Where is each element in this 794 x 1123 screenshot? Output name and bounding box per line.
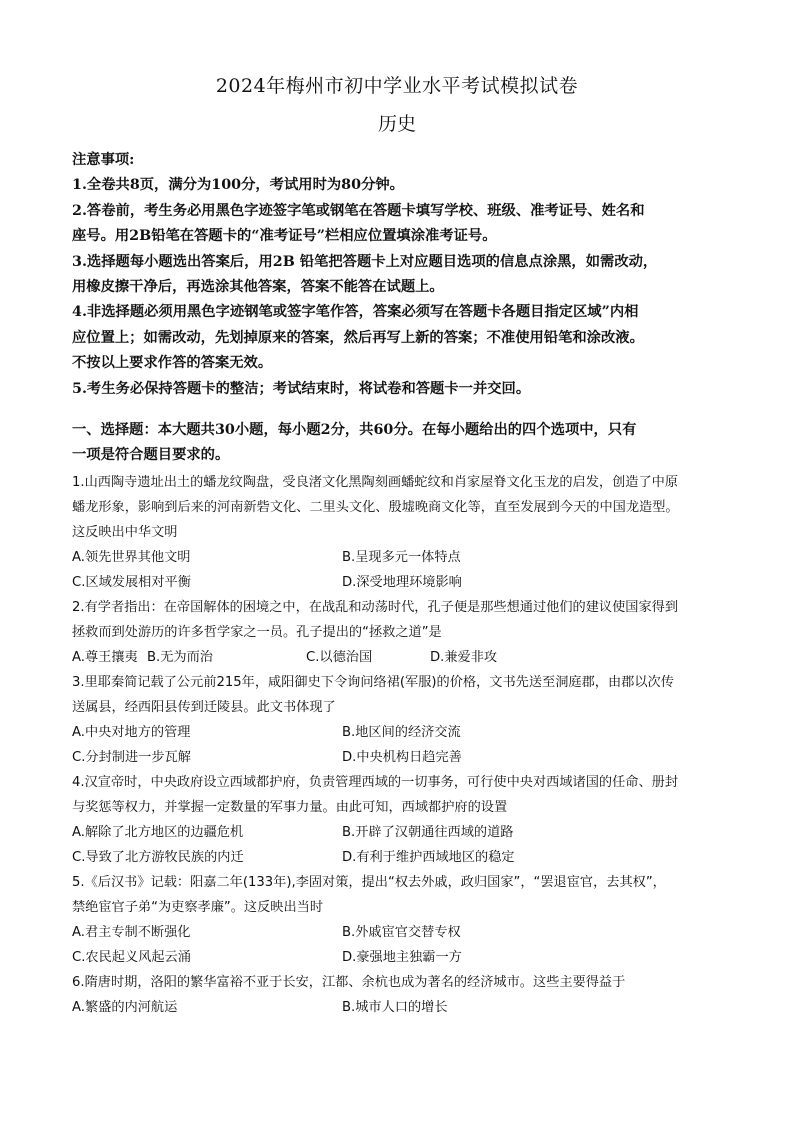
notice-line: 2.答卷前，考生务必用黑色字迹签字笔或钢笔在答题卡填写学校、班级、准考证号、姓名和 <box>72 202 645 219</box>
option-b: B.呈现多元一体特点 <box>342 550 461 565</box>
question-stem-line: 2.有学者指出：在帝国解体的困境之中，在战乱和动荡时代，孔子便是那些想通过他们的建议使国家得到 <box>72 600 679 615</box>
question-stem-line: 禁绝宦官子弟“为吏察孝廉”。这反映出当时 <box>72 900 324 915</box>
section-heading-line: 一项是符合题目要求的。 <box>72 447 230 464</box>
option-a: A.君主专制不断强化 <box>72 925 191 940</box>
option-row <box>72 720 732 745</box>
question-4 <box>72 770 732 870</box>
option-b: B.无为而治 <box>147 650 213 665</box>
question-stem-line: 拯救而到处游历的许多哲学家之一员。孔子提出的“拯救之道”是 <box>72 625 442 640</box>
question-stem-line: 蟠龙形象，影响到后来的河南新砦文化、二里头文化、殷墟晚商文化等，直至发展到今天的中国龙造型。 <box>72 500 679 515</box>
option-c: C.导致了北方游牧民族的内迁 <box>72 850 244 865</box>
option-c: C.区域发展相对平衡 <box>72 575 191 590</box>
question-1 <box>72 470 732 595</box>
option-a: A.中央对地方的管理 <box>72 725 191 740</box>
option-row <box>72 570 732 595</box>
notice-line: 用橡皮擦干净后，再选涂其他答案，答案不能答在试题上。 <box>72 279 444 296</box>
option-a: A.领先世界其他文明 <box>72 550 191 565</box>
notice-line: 不按以上要求作答的答案无效。 <box>72 355 273 372</box>
question-stem-line: 5.《后汉书》记载：阳嘉二年(133年),李固对策，提出“权去外戚，政归国家”，“罢退宦官，去其权”， <box>72 875 666 890</box>
option-d: D.有利于维护西域地区的稳定 <box>342 850 515 865</box>
question-6 <box>72 970 732 1020</box>
notice-block <box>72 148 732 402</box>
section-heading <box>72 418 732 469</box>
question-2 <box>72 595 732 670</box>
notice-line: 应位置上；如需改动，先划掉原来的答案，然后再写上新的答案；不准使用铅笔和涂改液。 <box>72 329 644 346</box>
question-list <box>72 470 732 1020</box>
option-a: A.尊王攘夷 <box>72 650 138 665</box>
question-3 <box>72 670 732 770</box>
notice-heading: 注意事项: <box>72 152 135 168</box>
question-stem-line: 4.汉宣帝时，中央政府设立西域都护府，负责管理西域的一切事务，可行使中央对西域诸国的任命、册封 <box>72 775 679 790</box>
option-d: D.深受地理环境影响 <box>342 575 462 590</box>
exam-title: 2024年梅州市初中学业水平考试模拟试卷 <box>215 75 579 97</box>
notice-line: 1.全卷共8页，满分为100分，考试用时为80分钟。 <box>72 177 404 194</box>
option-row <box>72 545 732 570</box>
option-a: A.解除了北方地区的边疆危机 <box>72 825 244 840</box>
option-d: D.兼爱非攻 <box>430 650 498 665</box>
option-a: A.繁盛的内河航运 <box>72 1000 178 1015</box>
question-stem-line: 6.隋唐时期，洛阳的繁华富裕不亚于长安，江都、余杭也成为著名的经济城市。这些主要得益于 <box>72 975 626 990</box>
question-stem-line: 1.山西陶寺遗址出土的蟠龙纹陶盘，受良渚文化黑陶刻画蟠蛇纹和肖家屋脊文化玉龙的启发，创造了中原 <box>72 475 679 490</box>
question-stem-line: 这反映出中华文明 <box>72 525 178 540</box>
section-heading-line: 一、选择题：本大题共30小题，每小题2分，共60分。在每小题给出的四个选项中，只有 <box>72 422 637 438</box>
question-5 <box>72 870 732 970</box>
notice-line: 5.考生务必保持答题卡的整洁；考试结束时，将试卷和答题卡一并交回。 <box>72 380 531 397</box>
option-c: C.农民起义风起云涌 <box>72 950 191 965</box>
notice-line: 座号。用2B铅笔在答题卡的“准考证号”栏相应位置填涂准考证号。 <box>72 228 497 245</box>
question-stem-line: 与奖惩等权力，并掌握一定数量的军事力量。由此可知，西域都护府的设置 <box>72 800 508 815</box>
notice-line: 3.选择题每小题选出答案后，用2B 铅笔把答题卡上对应题目选项的信息点涂黑，如需改动， <box>72 253 658 270</box>
option-c: C.以德治国 <box>306 650 373 665</box>
question-stem-line: 送属县，经西阳县传到迁陵县。此文书体现了 <box>72 700 336 715</box>
option-b: B.开辟了汉朝通往西域的道路 <box>342 825 514 840</box>
option-b: B.地区间的经济交流 <box>342 725 461 740</box>
option-row <box>72 920 732 945</box>
option-row <box>72 645 732 670</box>
option-b: B.城市人口的增长 <box>342 1000 448 1015</box>
option-row <box>72 745 732 770</box>
question-stem-line: 3.里耶秦简记载了公元前215年，咸阳御史下令询问络裙(军服)的价格，文书先送至洞庭郡，由郡以次传 <box>72 675 674 690</box>
option-d: D.豪强地主独霸一方 <box>342 950 462 965</box>
option-d: D.中央机构日趋完善 <box>342 750 462 765</box>
subject-title: 历史 <box>377 113 416 135</box>
option-b: B.外戚宦官交替专权 <box>342 925 461 940</box>
option-row <box>72 995 732 1020</box>
option-row <box>72 845 732 870</box>
option-row <box>72 820 732 845</box>
option-c: C.分封制进一步瓦解 <box>72 750 191 765</box>
notice-line: 4.非选择题必须用黑色字迹钢笔或签字笔作答，答案必须写在答题卡各题目指定区域”内相 <box>72 304 639 321</box>
option-row <box>72 945 732 970</box>
